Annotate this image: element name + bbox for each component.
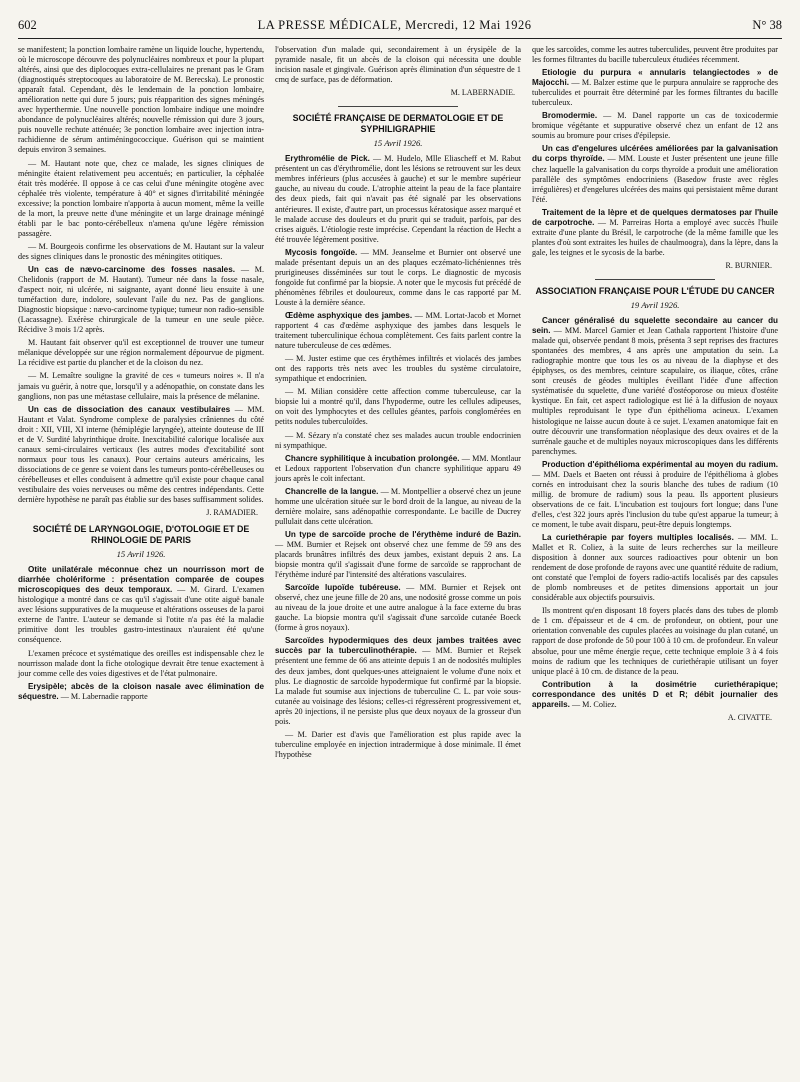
section-divider [595,279,715,280]
society-title: SOCIÉTÉ DE LARYNGOLOGIE, D'OTOLOGIE ET DE RHINOLOGIE DE PARIS [32,524,250,546]
paragraph: — MM. Montlaur et Ledoux rapportent l'observation d'un chancre syphilitique apparu 49 jours après le coït infectant. [275,453,522,483]
article-heading: Traitement de la lèpre et de quelques dermatoses par l'huile de carpotroche. [532,207,778,227]
signature: R. BURNIER. [725,260,772,270]
paragraph: — MM. Louste et Juster présentent une jeune fille chez laquelle la galvanisation du corps thyroïde a produit une amélioration parallèle des symptômes endocriniens (Basedow fruste avec règles irrégulières) et d'engelures ulcérées des mains qui persistaient même durant l'été. [532,154,779,204]
article-heading: Etiologie du purpura « annularis telangiectodes » de Majocchi. [532,68,778,88]
signature: A. CIVATTE. [727,712,772,722]
section-divider [338,106,458,107]
article-heading: Cancer généralisé du squelette secondaire au cancer du sein. [532,316,778,336]
paragraph: Ils montrent qu'en disposant 18 foyers placés dans des tubes de plomb de 1 cm. d'épaisseur et de 4 cm. de profondeur, on obtient, pour une orientation convenable des cupules placées au voisinage du plan cutané, un rapport de dose profonde de 50 pour 100 à 10 cm. de profondeur. En valeur absolue, pour une même énergie reçue, cette technique emploie 3 à 4 fois moins de radium que les techniques de curiethérapie utilisant un foyer unique placé à 10 cm. de distance de la peau. [532,606,778,676]
paragraph: — MM. Lortat-Jacob et Mornet rapportent 4 cas d'œdème asphyxique des jambes dans lesquels le traitement tuberculinique échoua complètement. Ces faits parlent contre la nature tuberculeuse de ces œdèmes. [275,310,521,351]
signature: M. LABERNADIE. [450,88,515,98]
article-heading: Contribution à la dosimétrie curiethérapique; correspondance des unités D et R; débit journalier des appareils. [532,679,778,709]
column-3 [532,45,778,763]
paragraph: que les sarcoïdes, comme les autres tuberculides, peuvent être produites par les formes filtrantes du bacille tuberculeux étudiées récemment. [532,45,778,65]
article-heading: Otite unilatérale méconnue chez un nourrisson mort de diarrhée cholériforme : présentation comparée de coupes microscopiques des deux temporaux. [18,565,264,595]
article-heading: Un cas d'engelures ulcérées améliorées par la galvanisation du corps thyroïde. [532,144,778,164]
article-heading: Bromodermie. [542,111,598,121]
article-heading: Mycosis fongoïde. [285,247,358,257]
article-heading: Un cas de dissociation des canaux vestibulaires [28,404,231,414]
article-heading: Erysipèle; abcès de la cloison nasale avec élimination de séquestre. [18,681,264,701]
session-date: 15 Avril 1926. [116,549,166,560]
article-heading: Œdème asphyxique des jambes. [285,310,413,320]
issue-number: N° 38 [752,18,782,32]
society-title: ASSOCIATION FRANÇAISE POUR L'ÉTUDE DU CANCER [535,285,775,296]
article-heading: Un type de sarcoïde proche de l'érythème induré de Bazin. [285,529,521,539]
article-heading: Chancre syphilitique à incubation prolongée. [285,453,460,463]
paragraph: M. Hautant fait observer qu'il est exceptionnel de trouver une tumeur mélanique développée sur une région normalement dépourvue de pigment. La récidive est partie du plancher et de la cloison du nez. [18,338,264,368]
paragraph: — M. Parreiras Horta a employé avec succès l'huile extraite d'une plante du Brésil, le carpotroche (de la même famille que les plantes d'où sont extraites les huiles de chaulmoogra), dans la lèpre, dans la gale, les teignes et le sycosis de la barbe. [532,217,778,257]
paragraph: — M. Girard. L'examen histologique a montré dans ce cas qu'il s'agissait d'une otite aiguë banale avec lésions suppuratives de la muqueuse et altérations osseuses de la paroi externe de l'antre. L'auteur se demande si l'otite n'a pas été la maladie primitive dont les troubles gastro-intestinaux n'auraient été qu'une conséquence. [18,585,265,645]
paragraph: — M. Bourgeois confirme les observations de M. Hautant sur la valeur des signes cliniques dans le pronostic des méningites otitiques. [18,241,264,261]
article-heading: Chancrelle de la langue. [285,486,379,496]
paragraph: — M. Hudelo, Mlle Eliascheff et M. Rabut présentent un cas d'érythromélie, dont les lésions se retrouvent sur les deux membres inférieurs (plus accusées à gauche) et sur le membre supérieur gauche, au niveau du coude. L'atrophie atteint la peau de la face plantaire des deux pieds, fait qui n'avait pas été signalé par les observations antérieures. Il existe, d'autre part, un processus kératosique assez marqué et le malade accuse des douleurs et du prurit qui se traduit, parfois, par des crises aiguës. L'étiologie reste imprécise. Cependant la réaction de Hecht a été trouvée légèrement positive. [275,154,522,244]
paragraph: — MM. Marcel Garnier et Jean Cathala rapportent l'histoire d'une malade qui, observée pendant 8 mois, présenta 3 sept reprises des fractures spontanées des membres, 4 ans après une amputation du sein. La radiographie montre que tous les os au niveau de la diaphyse et des épiphyses, os des membres, ceinture scapulaire, os iliaque, côtes, crâne sont creusés de géodes multiples éveillant l'idée d'une affection systématisée du squelette, d'une variété d'ostéoporose ou mieux d'ostéite kystique. En fait, cet aspect radiologique est lié à la diffusion de noyaux multiples reproduisant le type d'un épithélioma acineux. L'examen histologique ne laisse aucun doute à ce sujet. L'examen anatomique fait en outre découvrir une transformation néoplasique des deux ovaires et de la surrénale gauche et de multiples noyaux microscopiques dans les différents parenchymes. [532,326,779,456]
paragraph: — M. Coliez. [571,699,617,709]
article-heading: Un cas de nævo-carcinome des fosses nasales. [28,264,235,274]
paragraph: — M. Milian considère cette affection comme tuberculeuse, car la biopsie lui a montré qu'il, dans l'hypoderme, outre les cellules adipeuses, on voit des lymphocytes et des cellules géantes, parfois conglomérées en petits nodules tuberculoïdes. [275,387,521,427]
paragraph: — M. Balzer estime que le purpura annulaire se rapproche des tuberculides et pourrait être déterminé par les formes filtrantes du bacille tuberculeux. [532,78,779,108]
paragraph: — MM. Burnier et Rejsek ont observé chez une femme de 59 ans des placards brunâtres infiltrés des deux jambes, existant depuis 2 ans. La biopsie montra qu'il s'agissait d'une forme de sarcoïde se rapprochant de l'érythème induré par l'intensité des altérations vasculaires. [275,539,521,580]
paragraph: — MM. Hautant et Valat. Syndrome complexe de paralysies crâniennes du côté droit : XII, VIII, XI interne (hémiplégie laryngée), atteinte douteuse de III et de V. Surdité labyrinthique droite. Inexcitabilité calorique localisée aux canaux semi-circulaires verticaux (les autres modes d'excitabilité sont normaux pour tous les canaux). Pour certains auteurs américains, les dissociations de ce genre se voient dans les tumeurs ponto-cérébelleuses ou cérébelleuses et elles conduisent à admettre qu'il existe pour chaque canal vestibulaire des voies nerveuses ou même des centres indépendants. Cette dernière hypothèse ne paraît pas établie sur des bases suffisamment solides. [18,404,265,505]
paragraph: — MM. Burnier et Rejsek ont observé, chez une jeune fille de 20 ans, une nodosité grosse comme un pois au niveau de la joue droite et une autre analogue à la face externe du bras gauche. La biopsie montra qu'il s'agissait d'une sarcoïde cutanée Boeck (forme à gros noyaux). [275,583,522,633]
running-header [18,18,782,39]
column-2 [275,45,521,763]
article-heading: Sarcoïde lupoïde tubéreuse. [285,583,401,593]
society-title: SOCIÉTÉ FRANÇAISE DE DERMATOLOGIE ET DE SYPHILIGRAPHIE [292,113,504,135]
article-heading: Production d'épithélioma expérimental au moyen du radium. [542,459,778,469]
paragraph: l'observation d'un malade qui, secondairement à un érysipèle de la pyramide nasale, fit un abcès de la cloison qui nécessita une double incision nasale et gingivale. Guérison après élimination d'un séquestre de 1 cmq de surface, pas de déformation. [275,45,521,85]
page-number: 602 [18,18,37,32]
paragraph: — M. Danel rapporte un cas de toxicodermie bromique végétante et suppurative observé chez un enfant de 12 ans soumis au bromure pour crises d'épilepsie. [532,111,779,141]
article-heading: Sarcoïdes hypodermiques des deux jambes traitées avec succès par la tuberculinothérapie. [275,636,521,656]
paragraph: — M. Chelidonis (rapport de M. Hautant). Tumeur née dans la fosse nasale, d'aspect noir, ni ulcérée, ni saignante, ayant donné lieu ensuite à une tuméfaction dure, indolore, soulevant l'aile du nez. Pas de ganglions. Diagnostic biopsique : nævo-carcinome typique; tumeur non radio-sensible (Lacassagne). Exérèse chirurgicale de la tumeur en une seule pièce. Récidive 3 mois 1/2 après. [18,264,265,335]
article-heading: Erythromélie de Pick. [285,154,370,164]
paragraph: — M. Juster estime que ces érythèmes infiltrés et violacés des jambes ont des rapports très nets avec les troubles du système circulatoire, sympathique et endocrinien. [275,354,521,384]
paragraph: — MM. L. Mallet et R. Coliez, à la suite de leurs recherches sur la meilleure disposition à donner aux sources radioactives pour obtenir un bon rendement de dose profonde de rayons avec une quantité réduite de radium, ont constaté que l'emploi de foyers radio-actifs localisés par des capsules de plomb nombreuses et de petites dimensions apportait un jour considérable aux objectifs poursuivis. [532,533,778,603]
session-date: 15 Avril 1926. [373,138,423,149]
paragraph: — MM. Daels et Baeten ont réussi à produire de l'épithélioma à globes cornés en introduisant chez la souris blanche des tubes de radium (10 millig. de bromure de radium) sous la peau. Ils apportent plusieurs observations de ce fait. L'incubation est toujours fort longue; dans l'une d'elles, c'est 322 jours après l'inclusion du tube qu'est apparue la tumeur; à ce moment, le tube avait disparu, peut-être depuis longtemps. [532,469,778,529]
paragraph: — MM. Jeanselme et Burnier ont observé une malade présentant depuis un an des plaques eczémato-lichéniennes très prurigineuses disséminées sur tout le corps. Le diagnostic de mycosis fongoïde fut confirmé par la biopsie. A noter que le mycosis fut précédé de phénomènes fébriles et douloureux, comme dans le cas rapporté par M. Louste à la dernière séance. [275,247,521,307]
paragraph: L'examen précoce et systématique des oreilles est indispensable chez le nourrisson malade dont la fiche otologique devrait être tenue exactement à jour comme celle des voies digestives et de l'état pulmonaire. [18,648,264,678]
signature: J. RAMADIER. [206,508,258,518]
paragraph: — MM. Burnier et Rejsek présentent une femme de 66 ans atteinte depuis 1 an de nodosités multiples des deux jambes, dont quelques-unes atteignaient le volume d'une noix et plus. Le diagnostic de sarcoïde hypodermique fut confirmé par la biopsie. La malade fut soumise aux injections de tuberculine C. L. par voie sous-cutanée au voisinage des lésions; celles-ci régressèrent progressivement et, après 20 injections, il ne persiste plus que deux noyaux de la grosseur d'un pois. [275,646,522,726]
paragraph: — M. Hautant note que, chez ce malade, les signes cliniques de méningite étaient relativement peu accentués; en particulier, la céphalée était très modérée. Il oppose à ce cas celui d'une méningite otogène avec céphalée très violente, température à 40° et signes d'irritabilité méningée excessive; la ponction lombaire n'apporta à aucun moment, même la veille de la mort, la preuve nette d'une méningite et un large drainage méningé établi par le bac ponto-cérébelleux n'amena qu'une légère rémission passagère. [18,158,264,238]
column-1 [18,45,264,763]
paragraph: — M. Sézary n'a constaté chez ses malades aucun trouble endocrinien ni sympathique. [275,430,521,450]
paragraph: — M. Darier est d'avis que l'amélioration est plus rapide avec la tuberculine employée en injection intradermique à dose minimale. Il émet l'hypothèse [275,729,521,759]
article-heading: La curiethérapie par foyers multiples localisés. [542,533,734,543]
paragraph: — M. Lemaître souligne la gravité de ces « tumeurs noires ». Il n'a jamais vu guérir, à notre que, lorsqu'il y a adénopathie, on constate dans les ganglions, non pas une métastase cellulaire, mais la présence de mélanine. [18,371,264,401]
paragraph: — M. Montpellier a observé chez un jeune homme une ulcération située sur le bord droit de la langue, au niveau de la dernière molaire, sans adénopathie correspondante. Le bacille de Ducrey pullulait dans cette ulcération. [275,486,521,526]
paragraph: — M. Labernadie rapporte [60,691,148,701]
journal-title: LA PRESSE MÉDICALE, Mercredi, 12 Mai 1926 [257,18,532,32]
paragraph: se manifestent; la ponction lombaire ramène un liquide louche, hypertendu, où le microscope découvre des polynucléaires nombreux et pour la plupart altérés, ainsi que des diplocoques extra-cellulaires ne prenant pas le Gram (diagnostiqués streptocoques au laboratoire de M. Berecska). Le pronostic apparaît fatal. Cependant, dès le lendemain de la ponction lombaire, amélioration nette qui dure 5 jours; puis réapparition des signes méningés avec hyperthermie. Une nouvelle ponction lombaire indique une moindre abondance de polynucléaires altérés; nouvelle rémission qui dure 3 jours, puis nouvelle rechute atténuée; 3e ponction lombaire avec injection intra-rachidienne de sérum antiméningococcique. Guérison qui se maintient depuis environ 3 semaines. [18,45,264,155]
session-date: 19 Avril 1926. [630,299,680,310]
